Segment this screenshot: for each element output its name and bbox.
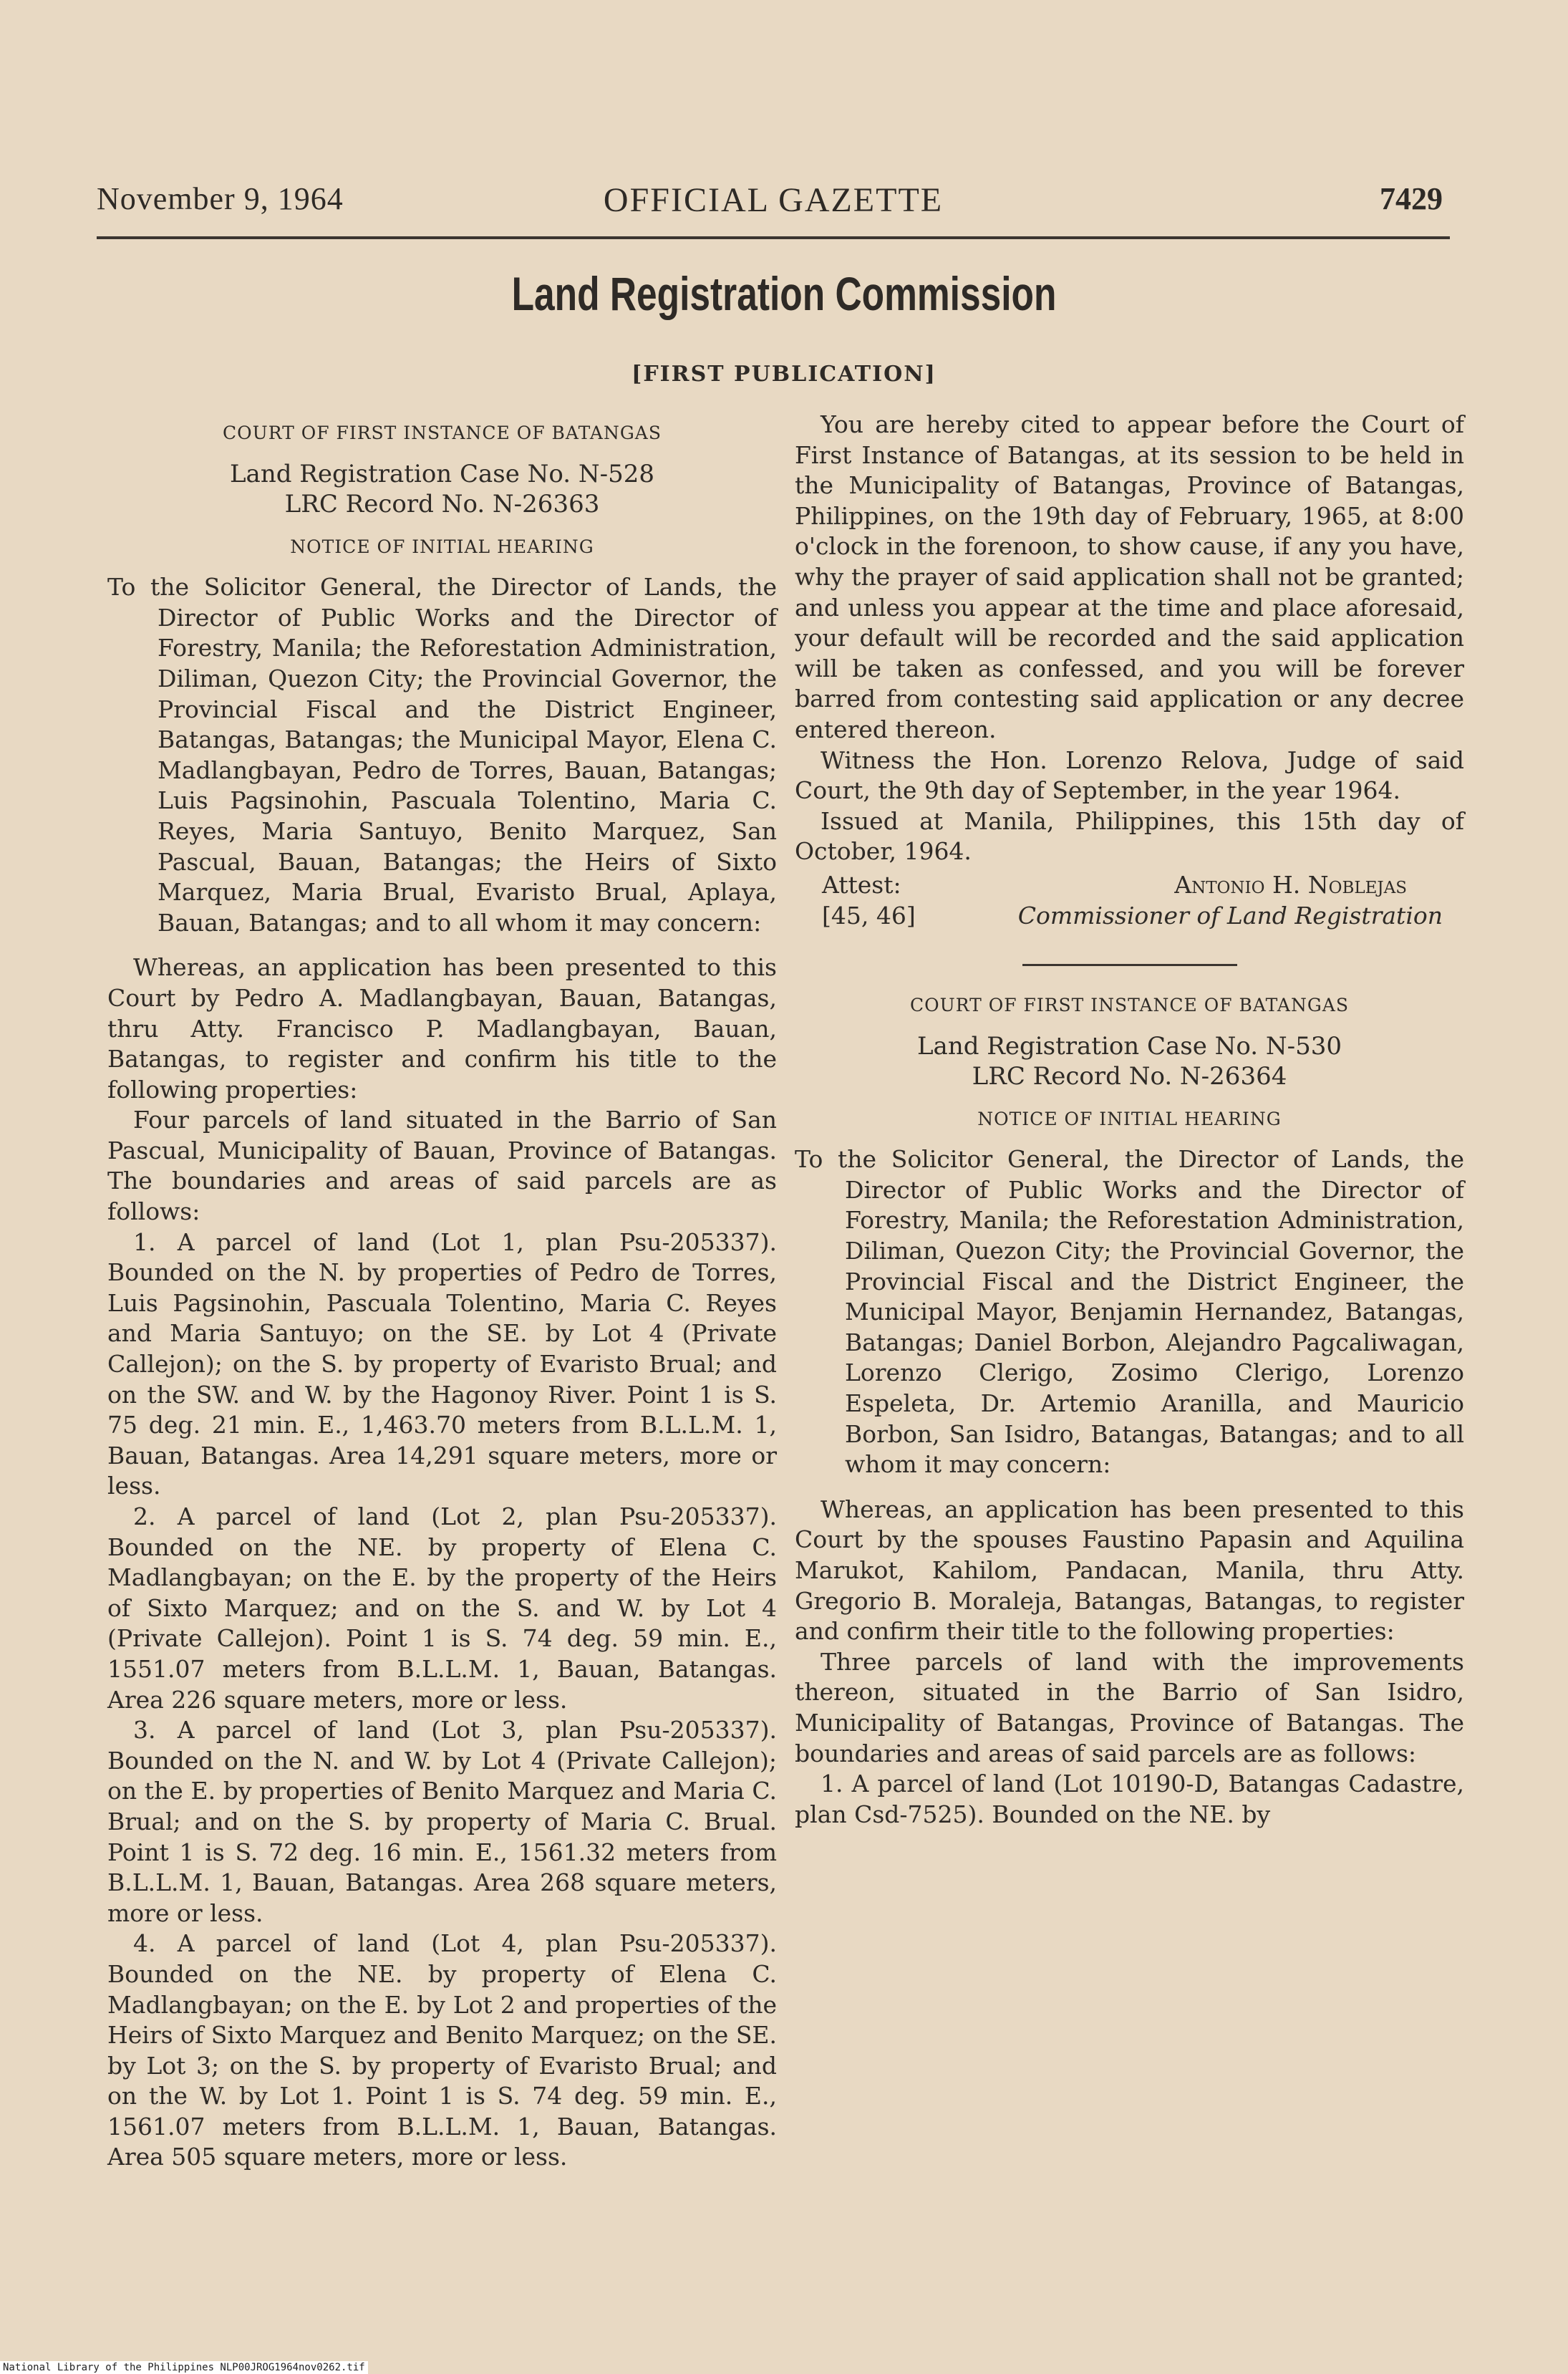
signatory-name: Antonio H. Noblejas [1174,870,1407,899]
notice-title: NOTICE OF INITIAL HEARING [290,536,594,557]
attest-label: Attest: [822,870,901,899]
parcel-4: 4. A parcel of land (Lot 4, plan Psu-205337). Bounded on the NE. by property of Elena C. Madlangbayan; on the E. by Lot 2 and properties of the Heirs of Sixto Marquez and Benito Marquez; on the SE. by Lot 3; on the S. by property of Evaristo Brual; and on the W. by Lot 1. Point 1 is S. 74 deg. 59 min. E., 1561.07 meters from B.L.L.M. 1, Bauan, Batangas. Area 505 square meters, more or less. [107,1929,777,2171]
page-number: 7429 [1380,181,1443,216]
parcel-1: 1. A parcel of land (Lot 10190-D, Batangas Cadastre, plan Csd-7525). Bounded on the NE. by [795,1770,1464,1828]
paragraph: Witness the Hon. Lorenzo Relova, Judge of said Court, the 9th day of September, in the year 1964. [795,746,1464,805]
first-publication-label: [FIRST PUBLICATION] [631,362,937,387]
case-number: Land Registration Case No. N-528 [229,459,655,488]
court-heading: COURT OF FIRST INSTANCE OF BATANGAS [910,995,1349,1016]
case-number: Land Registration Case No. N-530 [916,1031,1342,1061]
parcel-1: 1. A parcel of land (Lot 1, plan Psu-205337). Bounded on the N. by properties of Pedro de Torres, Luis Pagsinohin, Pascuala Tolentino, Maria C. Reyes and Maria Santuyo; on the SE. by Lot 4 (Private Callejon); on the S. by property of Evaristo Brual; and on the SW. and W. by the Hagonoy River. Point 1 is S. 75 deg. 21 min. E., 1,463.70 meters from B.L.L.M. 1, Bauan, Batangas. Area 14,291 square meters, more or less. [107,1227,777,1500]
paragraph: You are hereby cited to appear before the Court of First Instance of Batangas, at its session to be held in the Municipality of Batangas, Province of Batangas, Philippines, on the 19th day of February, 1965, at 8:00 o'clock in the forenoon, to show cause, if any you have, why the prayer of said application shall not be granted; and unless you appear at the time and place aforesaid, your default will be recorded and the said application will be taken as confessed, and you will be forever barred from contesting said application or any decree entered thereon. [795,410,1464,743]
court-heading: COURT OF FIRST INSTANCE OF BATANGAS [223,423,662,443]
paragraph: Whereas, an application has been presented to this Court by the spouses Faustino Papasin and Aquilina Marukot, Kahilom, Pandacan, Manila, thru Atty. Gregorio B. Moraleja, Batangas, Batangas, to register and confirm their title to the following properties: [795,1495,1464,1646]
header-rule [97,236,1450,239]
notice-title: NOTICE OF INITIAL HEARING [977,1108,1282,1129]
divider [1022,964,1237,966]
page-header [97,180,1450,223]
addressees: To the Solicitor General, the Director of Lands, the Director of Public Works and the Director of Forestry, Manila; the Reforestation Administration, Diliman, Quezon City; the Provincial Governor, the Provincial Fiscal and the District Engineer, Batangas, Batangas; the Municipal Mayor, Elena C. Madlangbayan, Pedro de Torres, Bauan, Batangas; Luis Pagsinohin, Pascuala Tolentino, Maria C. Reyes, Maria Santuyo, Benito Marquez, San Pascual, Bauan, Batangas; the Heirs of Sixto Marquez, Maria Brual, Evaristo Brual, Aplaya, Bauan, Batangas; and to all whom it may concern: [107,573,777,937]
attest-line [795,870,1464,901]
parcel-2: 2. A parcel of land (Lot 2, plan Psu-205337). Bounded on the NE. by property of Elena C. Madlangbayan; on the E. by the property of the Heirs of Sixto Marquez; and on the S. and W. by Lot 4 (Private Callejon). Point 1 is S. 74 deg. 59 min. E., 1551.07 meters from B.L.L.M. 1, Bauan, Batangas. Area 226 square meters, more or less. [107,1502,777,1714]
lrc-record: LRC Record No. N-26363 [284,489,600,518]
signatory-title: Commissioner of Land Registration [1017,901,1443,930]
right-column [795,410,1464,1830]
publication-title: OFFICIAL GAZETTE [603,181,944,219]
parcel-3: 3. A parcel of land (Lot 3, plan Psu-205337). Bounded on the N. and W. by Lot 4 (Private Callejon); on the E. by properties of Benito Marquez and Maria C. Brual; and on the S. by property of Maria C. Brual. Point 1 is S. 72 deg. 16 min. E., 1561.32 meters from B.L.L.M. 1, Bauan, Batangas. Area 268 square meters, more or less. [107,1716,777,1927]
paragraph: Whereas, an application has been presented to this Court by Pedro A. Madlangbayan, Bauan, Batangas, thru Atty. Francisco P. Madlangbayan, Bauan, Batangas, to register and confirm his title to the following properties: [107,953,777,1104]
paragraph: Four parcels of land situated in the Barrio of San Pascual, Municipality of Bauan, Province of Batangas. The boundaries and areas of said parcels are as follows: [107,1106,777,1226]
reference-line [795,901,1464,932]
addressees: To the Solicitor General, the Director of Lands, the Director of Public Works and the Director of Forestry, Manila; the Reforestation Administration, Diliman, Quezon City; the Provincial Governor, the Provincial Fiscal and the District Engineer, the Municipal Mayor, Benjamin Hernandez, Batangas, Batangas; Daniel Borbon, Alejandro Pagcaliwagan, Lorenzo Clerigo, Zosimo Clerigo, Lorenzo Espeleta, Dr. Artemio Aranilla, and Mauricio Borbon, San Isidro, Batangas, Batangas; and to all whom it may concern: [795,1145,1464,1479]
section-title: Land Registration Commission [511,267,1057,320]
scan-footer: National Library of the Philippines NLP00JROG1964nov0262.tif [0,2361,368,2374]
lrc-record: LRC Record No. N-26364 [972,1061,1287,1091]
issue-date: November 9, 1964 [97,181,344,216]
paragraph: Issued at Manila, Philippines, this 15th day of October, 1964. [795,806,1464,866]
paragraph: Three parcels of land with the improvements thereon, situated in the Barrio of San Isidro, Municipality of Batangas, Province of Batangas. The boundaries and areas of said parcels are as follows: [795,1647,1464,1767]
left-column [107,414,777,2173]
issue-reference: [45, 46] [822,901,916,930]
